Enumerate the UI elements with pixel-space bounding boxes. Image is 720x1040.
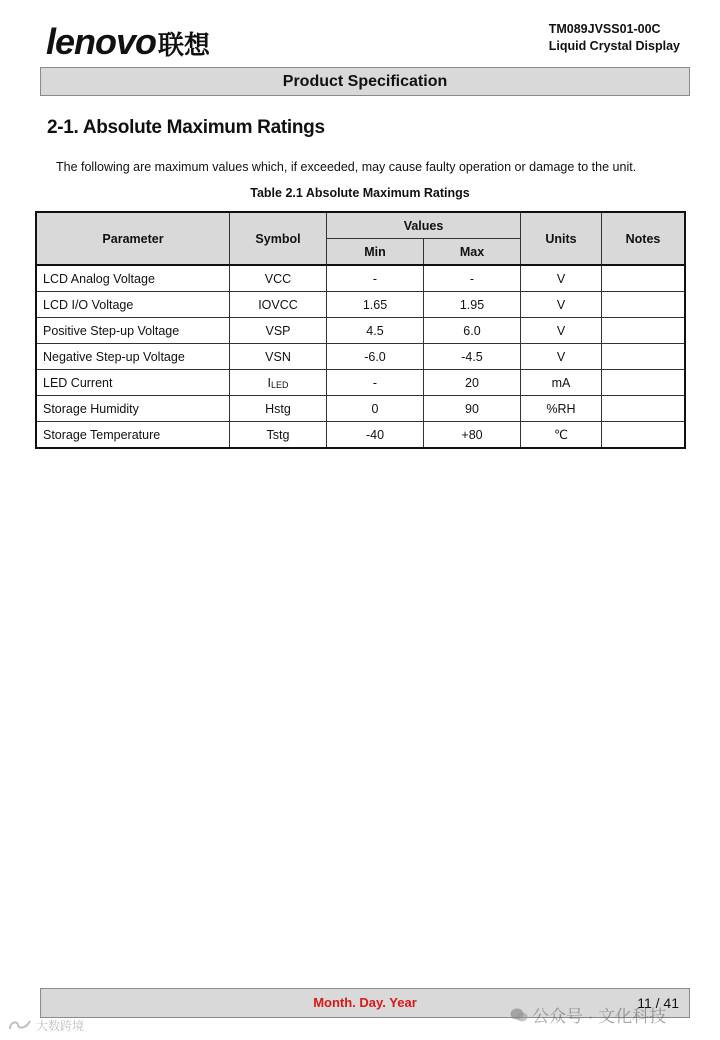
cell-notes xyxy=(602,265,686,292)
header-parameter: Parameter xyxy=(36,212,230,265)
logo-wordmark: lenovo xyxy=(46,21,157,62)
band-title: Product Specification xyxy=(282,73,448,90)
cell-symbol xyxy=(230,370,327,396)
logo-chinese: 联想 xyxy=(158,30,211,60)
cell-parameter: LCD Analog Voltage xyxy=(36,265,230,292)
cell-min: - xyxy=(327,370,424,396)
table-row xyxy=(36,370,685,396)
watermark-right-text: 公众号 · 文化科技 xyxy=(532,1007,667,1026)
table-row xyxy=(36,265,685,292)
cell-symbol: VSP xyxy=(230,318,327,344)
table-caption: Table 2.1 Absolute Maximum Ratings xyxy=(250,186,470,200)
lenovo-logo xyxy=(46,22,210,65)
cell-min: 0 xyxy=(327,396,424,422)
table-row xyxy=(36,318,685,344)
cell-unit: V xyxy=(521,292,602,318)
watermark-left xyxy=(8,1017,84,1034)
cell-min: - xyxy=(327,265,424,292)
header-band xyxy=(40,67,690,96)
cell-min: 1.65 xyxy=(327,292,424,318)
cell-notes xyxy=(602,396,686,422)
cell-max: 20 xyxy=(424,370,521,396)
ratings-table xyxy=(35,211,686,449)
cell-parameter: Negative Step-up Voltage xyxy=(36,344,230,370)
cell-symbol: Hstg xyxy=(230,396,327,422)
cell-max: +80 xyxy=(424,422,521,449)
cell-symbol: VSN xyxy=(230,344,327,370)
page-number: 11 / 41 xyxy=(637,995,679,1011)
symbol-subscript: LED xyxy=(270,379,289,390)
header-notes: Notes xyxy=(602,212,686,265)
cell-min: -40 xyxy=(327,422,424,449)
table-row xyxy=(36,292,685,318)
section-title: 2-1. Absolute Maximum Ratings xyxy=(47,117,325,138)
symbol-main: I xyxy=(267,375,271,390)
table-row xyxy=(36,344,685,370)
cell-max: 90 xyxy=(424,396,521,422)
footer-date: Month. Day. Year xyxy=(313,995,417,1010)
cell-notes xyxy=(602,422,686,449)
cell-max: 6.0 xyxy=(424,318,521,344)
doc-number: TM089JVSS01-00C xyxy=(548,22,661,36)
header-units: Units xyxy=(521,212,602,265)
cell-parameter: Positive Step-up Voltage xyxy=(36,318,230,344)
cell-parameter: LCD I/O Voltage xyxy=(36,292,230,318)
cell-notes xyxy=(602,292,686,318)
watermark-left-text: 大数跨境 xyxy=(36,1019,85,1033)
cell-unit: %RH xyxy=(521,396,602,422)
cell-unit: mA xyxy=(521,370,602,396)
cell-min: -6.0 xyxy=(327,344,424,370)
cell-symbol: VCC xyxy=(230,265,327,292)
cell-symbol: Tstg xyxy=(230,422,327,449)
cell-unit: ℃ xyxy=(521,422,602,449)
intro-text: The following are maximum values which, if exceeded, may cause faulty operation or damage to the unit. xyxy=(56,160,637,174)
header-max: Max xyxy=(424,239,521,266)
cell-parameter: Storage Humidity xyxy=(36,396,230,422)
cell-symbol: IOVCC xyxy=(230,292,327,318)
document-meta xyxy=(549,21,680,55)
brand-mark-icon xyxy=(8,1019,32,1034)
doc-type: Liquid Crystal Display xyxy=(548,39,680,53)
header-min: Min xyxy=(327,239,424,266)
cell-unit: V xyxy=(521,344,602,370)
cell-min: 4.5 xyxy=(327,318,424,344)
wechat-icon xyxy=(510,1007,528,1028)
cell-max: - xyxy=(424,265,521,292)
table-row xyxy=(36,422,685,449)
table-row xyxy=(36,396,685,422)
cell-max: 1.95 xyxy=(424,292,521,318)
header-values: Values xyxy=(327,212,521,239)
header-symbol: Symbol xyxy=(230,212,327,265)
watermark-right xyxy=(510,1002,666,1028)
cell-notes xyxy=(602,344,686,370)
cell-unit: V xyxy=(521,265,602,292)
cell-unit: V xyxy=(521,318,602,344)
cell-parameter: LED Current xyxy=(36,370,230,396)
cell-notes xyxy=(602,318,686,344)
cell-parameter: Storage Temperature xyxy=(36,422,230,449)
cell-notes xyxy=(602,370,686,396)
cell-max: -4.5 xyxy=(424,344,521,370)
